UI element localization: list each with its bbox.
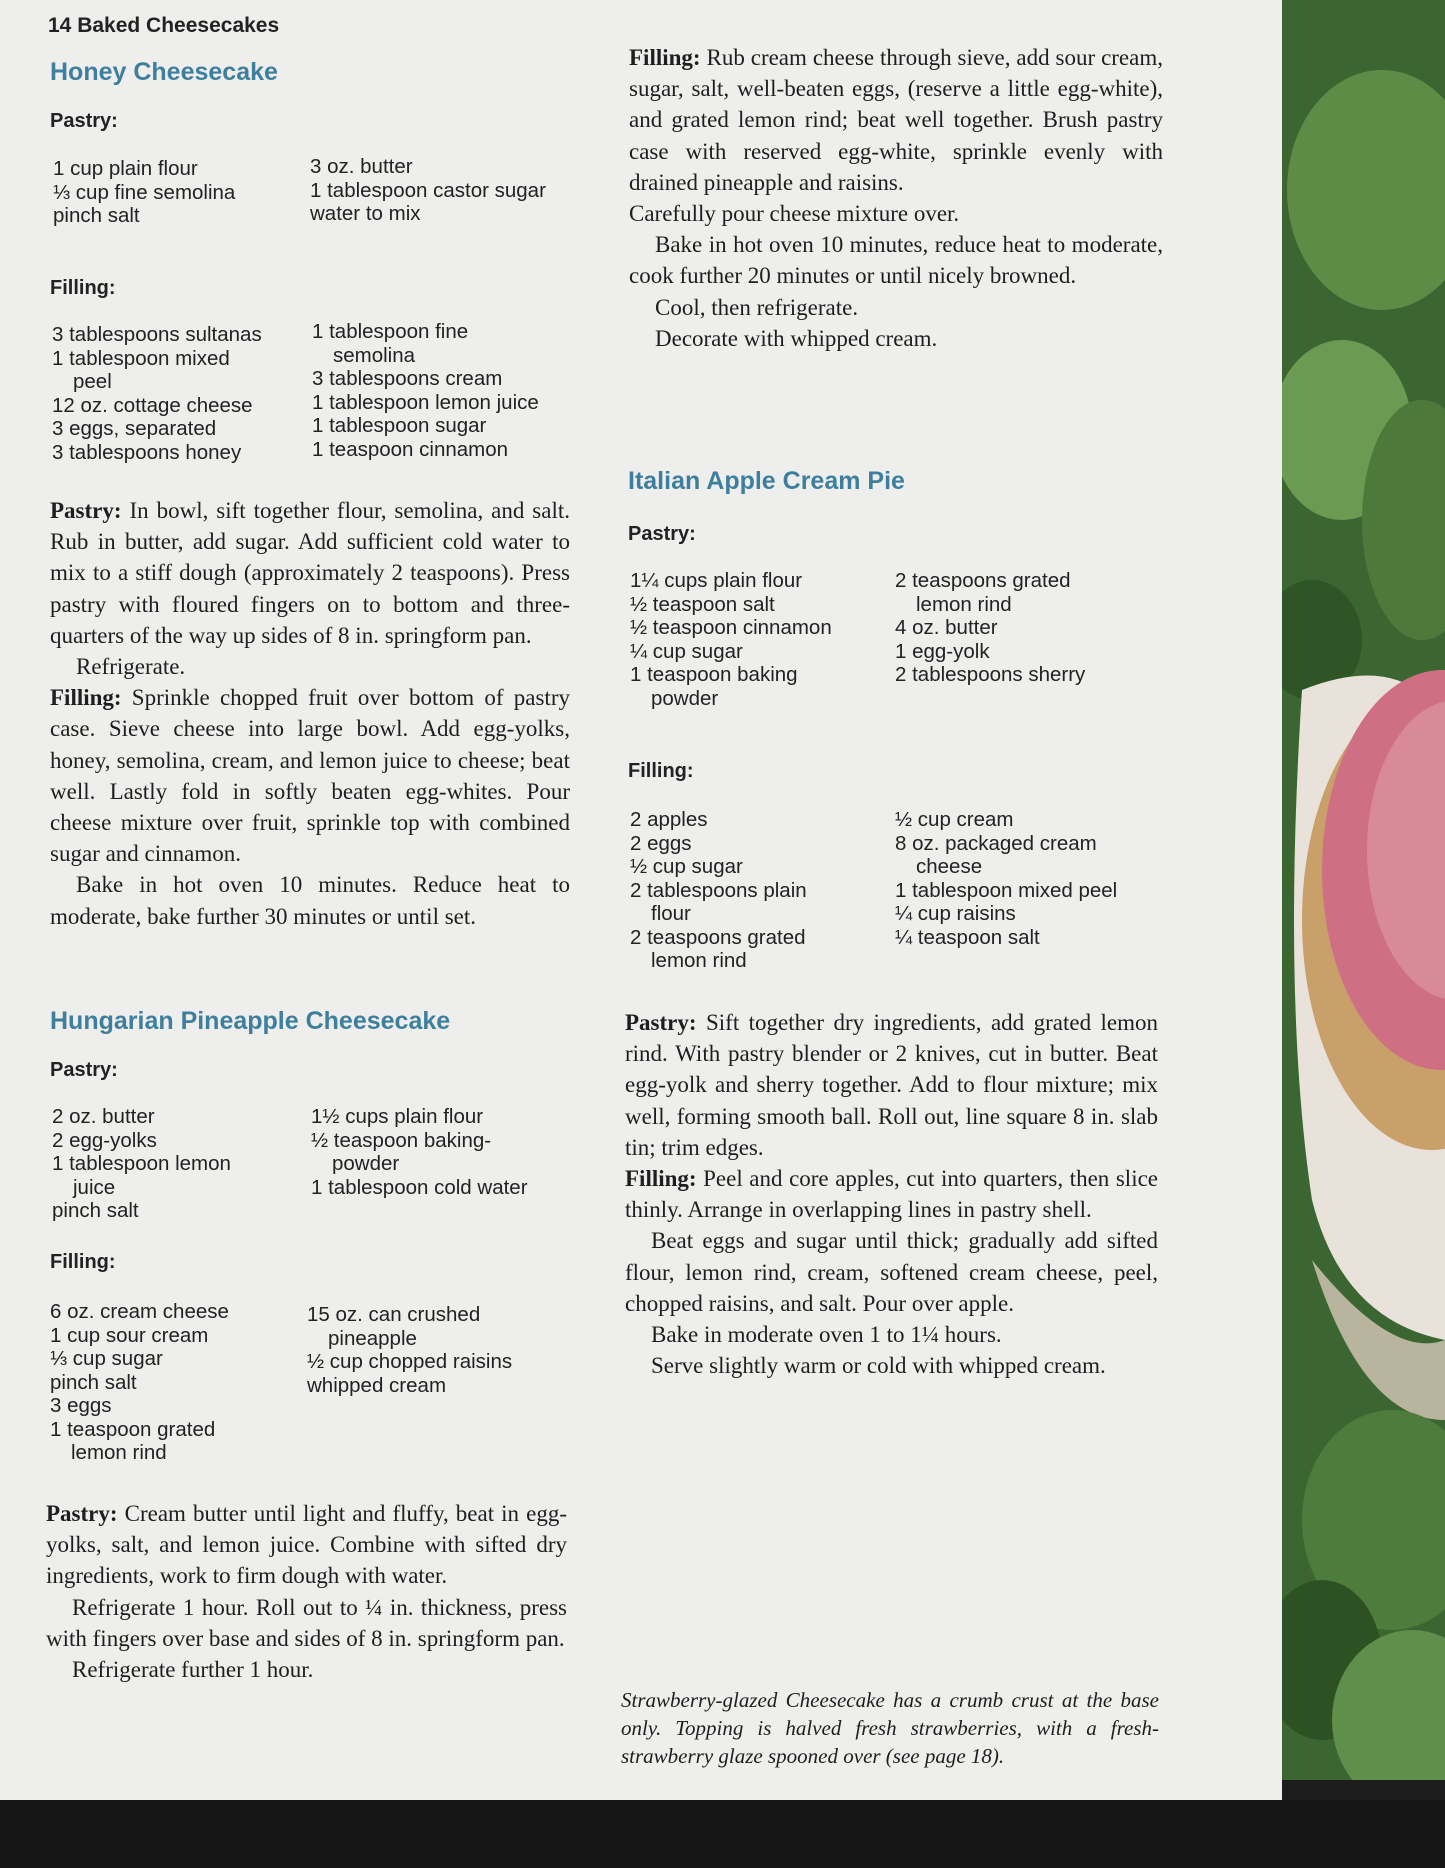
method-label: Pastry: <box>625 1010 697 1035</box>
ingredient: flour <box>651 902 691 925</box>
ingredient: 1 cup plain flour <box>53 157 198 180</box>
method-text: Refrigerate. <box>76 654 186 680</box>
method-text: Refrigerate further 1 hour. <box>72 1657 314 1683</box>
ingredient: 1 teaspoon grated <box>50 1417 216 1441</box>
method-label: Pastry: <box>46 1501 118 1526</box>
method-text: Sift together dry ingredients, add grated lemon rind. With pastry blender or 2 knives, cut in butter. Beat egg-yolk and sherry together. Add to flour mixture; mix well, forming smooth ball. Roll out, line square 8 in. slab tin; trim edges. <box>625 1010 1158 1160</box>
ingredient: 2 egg-yolks <box>52 1128 157 1152</box>
method-honey <box>50 495 570 932</box>
ingredients-pastry-italian-left <box>630 569 832 710</box>
ingredient: 3 tablespoons honey <box>52 440 242 464</box>
ingredient: 1 tablespoon mixed <box>52 346 230 370</box>
ingredients-pastry-hungarian-left <box>52 1105 231 1223</box>
method-text: Bake in hot oven 10 minutes. Reduce heat to moderate, bake further 30 minutes or until set. <box>50 872 570 929</box>
ingredient: pinch salt <box>50 1370 137 1394</box>
photo-illustration <box>1282 0 1445 1812</box>
method-text: Sprinkle chopped fruit over bottom of pastry case. Sieve cheese into large bowl. Add egg-yolks, honey, semolina, cream, and lemon juice to cheese; beat well. Lastly fold in softly beaten egg-whites. Pour cheese mixture over fruit, sprinkle top with combined sugar and cinnamon. <box>50 685 570 867</box>
ingredients-filling-hungarian-right <box>307 1303 512 1397</box>
ingredient: lemon rind <box>916 592 1012 616</box>
method-text: Beat eggs and sugar until thick; gradually add sifted flour, lemon rind, cream, softened cream cheese, peel, chopped raisins, and salt. Pour over apple. <box>625 1228 1158 1316</box>
ingredient: peel <box>73 370 112 393</box>
ingredient: ½ cup sugar <box>630 855 743 878</box>
cheesecake-photo <box>1282 0 1445 1812</box>
ingredient: 1 tablespoon lemon juice <box>312 390 539 414</box>
ingredient: 3 tablespoons cream <box>312 367 503 390</box>
ingredient: 1 tablespoon cold water <box>311 1175 528 1199</box>
ingredient: 1 cup sour cream <box>50 1323 209 1347</box>
ingredients-filling-honey-left <box>52 323 262 464</box>
method-hungarian-pastry <box>46 1498 567 1685</box>
ingredient: 2 oz. butter <box>52 1105 155 1128</box>
method-text: In bowl, sift together flour, semolina, and salt. Rub in butter, add sugar. Add sufficient cold water to mix to a stiff dough (approximately 2 teaspoons). Press pastry with floured fingers on to bottom and three-quarters of the way up sides of 8 in. springform pan. <box>50 498 570 648</box>
ingredient: 1 teaspoon cinnamon <box>312 437 509 461</box>
ingredient: semolina <box>333 343 416 367</box>
method-text: Serve slightly warm or cold with whipped cream. <box>651 1353 1106 1379</box>
ingredient: 1 tablespoon lemon <box>52 1152 231 1175</box>
ingredient: 3 eggs, separated <box>52 417 217 440</box>
method-text: Peel and core apples, cut into quarters, then slice thinly. Arrange in overlapping lines in pastry shell. <box>625 1166 1158 1223</box>
pastry-heading-honey: Pastry: <box>50 110 118 132</box>
ingredient: 3 eggs <box>50 1394 112 1417</box>
ingredient: 3 oz. butter <box>310 155 413 178</box>
ingredient: 4 oz. butter <box>895 616 998 639</box>
ingredients-filling-italian-left <box>630 808 807 973</box>
ingredient: 2 apples <box>630 808 708 831</box>
ingredient: 1 teaspoon baking <box>630 663 798 686</box>
method-text: Refrigerate 1 hour. Roll out to ¼ in. thickness, press with fingers over base and sides of 8 in. springform pan. <box>46 1594 567 1651</box>
ingredient: ⅓ cup sugar <box>50 1347 163 1370</box>
method-label: Filling: <box>50 685 122 711</box>
ingredient: 2 teaspoons grated <box>895 569 1071 592</box>
filling-heading-italian: Filling: <box>628 760 694 782</box>
ingredient: ¼ cup raisins <box>895 902 1016 925</box>
recipe-title-italian: Italian Apple Cream Pie <box>628 467 905 495</box>
ingredient: 3 tablespoons sultanas <box>52 323 262 346</box>
ingredient: pinch salt <box>53 204 140 227</box>
method-label: Filling: <box>625 1166 697 1192</box>
method-text: Cool, then refrigerate. <box>655 294 859 320</box>
page-header: 14 Baked Cheesecakes <box>48 14 280 37</box>
ingredient: 1½ cups plain flour <box>311 1105 484 1128</box>
ingredient: ½ cup chopped raisins <box>307 1350 513 1373</box>
pastry-heading-hungarian: Pastry: <box>50 1059 118 1081</box>
ingredient: powder <box>651 686 719 710</box>
ingredient: ¼ teaspoon salt <box>895 925 1040 949</box>
ingredients-pastry-honey-right <box>310 155 546 226</box>
ingredient: 2 eggs <box>630 831 692 855</box>
recipe-title-hungarian: Hungarian Pineapple Cheesecake <box>50 1007 451 1035</box>
ingredient: juice <box>73 1175 116 1199</box>
ingredient: 12 oz. cottage cheese <box>52 393 253 417</box>
ingredient: 15 oz. can crushed <box>307 1303 481 1326</box>
ingredient: whipped cream <box>307 1373 447 1397</box>
method-hungarian-filling <box>629 42 1163 354</box>
ingredients-filling-italian-right <box>895 808 1117 949</box>
recipe-title-honey: Honey Cheesecake <box>50 58 278 86</box>
ingredient: 1 egg-yolk <box>895 639 990 663</box>
ingredient: 1 tablespoon sugar <box>312 414 487 437</box>
ingredient: 8 oz. packaged cream <box>895 831 1097 855</box>
filling-heading-hungarian: Filling: <box>50 1251 116 1273</box>
method-text: Cream butter until light and fluffy, beat in egg-yolks, salt, and lemon juice. Combine with sifted dry ingredients, work to firm dough with water. <box>46 1501 567 1589</box>
ingredient: pinch salt <box>52 1199 139 1222</box>
ingredient: ⅓ cup fine semolina <box>53 180 236 204</box>
ingredient: ½ teaspoon cinnamon <box>630 616 832 639</box>
ingredient: 1¼ cups plain flour <box>630 569 803 592</box>
ingredient: 1 tablespoon castor sugar <box>310 178 546 202</box>
ingredient: ½ cup cream <box>895 808 1014 831</box>
ingredient: powder <box>332 1152 400 1175</box>
filling-heading-honey: Filling: <box>50 277 116 299</box>
ingredient: 2 teaspoons grated <box>630 925 806 949</box>
ingredient: 1 tablespoon mixed peel <box>895 878 1118 902</box>
ingredient: 1 tablespoon fine <box>312 320 469 343</box>
ingredient: 2 tablespoons sherry <box>895 663 1086 686</box>
pastry-heading-italian: Pastry: <box>628 523 696 545</box>
method-label: Pastry: <box>50 498 122 523</box>
method-text: Carefully pour cheese mixture over. <box>629 201 960 227</box>
method-text: Decorate with whipped cream. <box>655 325 938 351</box>
method-text: Rub cream cheese through sieve, add sour cream, sugar, salt, well-beaten eggs, (reserve a little egg-white), and grated lemon rind; beat well together. Brush pastry case with reserved egg-white, sprinkle evenly with drained pineapple and raisins. <box>629 45 1163 195</box>
ingredients-filling-honey-right <box>312 320 539 461</box>
ingredient: 2 tablespoons plain <box>630 878 807 902</box>
ingredient: water to mix <box>310 202 421 225</box>
ingredient: lemon rind <box>651 949 747 972</box>
photo-caption: Strawberry-glazed Cheesecake has a crumb crust at the base only. Topping is halved fresh strawberries, with a fresh-strawberry glaze spooned over (see page 18). <box>621 1688 1159 1768</box>
ingredient: cheese <box>916 855 983 878</box>
ingredients-pastry-italian-right <box>895 569 1085 687</box>
method-text: Bake in hot oven 10 minutes, reduce heat to moderate, cook further 20 minutes or until nicely browned. <box>629 232 1163 289</box>
ingredients-pastry-hungarian-right <box>311 1105 528 1199</box>
ingredient: ¼ cup sugar <box>630 639 743 663</box>
ingredient: lemon rind <box>71 1441 167 1464</box>
ingredients-filling-hungarian-left <box>50 1300 229 1465</box>
method-label: Filling: <box>629 45 701 70</box>
method-italian <box>625 1007 1158 1381</box>
ingredient: 6 oz. cream cheese <box>50 1300 229 1323</box>
ingredient: ½ teaspoon salt <box>630 592 775 616</box>
method-text: Bake in moderate oven 1 to 1¼ hours. <box>651 1322 1002 1348</box>
ingredient: ½ teaspoon baking- <box>311 1128 492 1152</box>
ingredients-pastry-honey-left <box>53 157 235 228</box>
background-surface <box>0 1800 1445 1868</box>
ingredient: pineapple <box>328 1326 417 1350</box>
